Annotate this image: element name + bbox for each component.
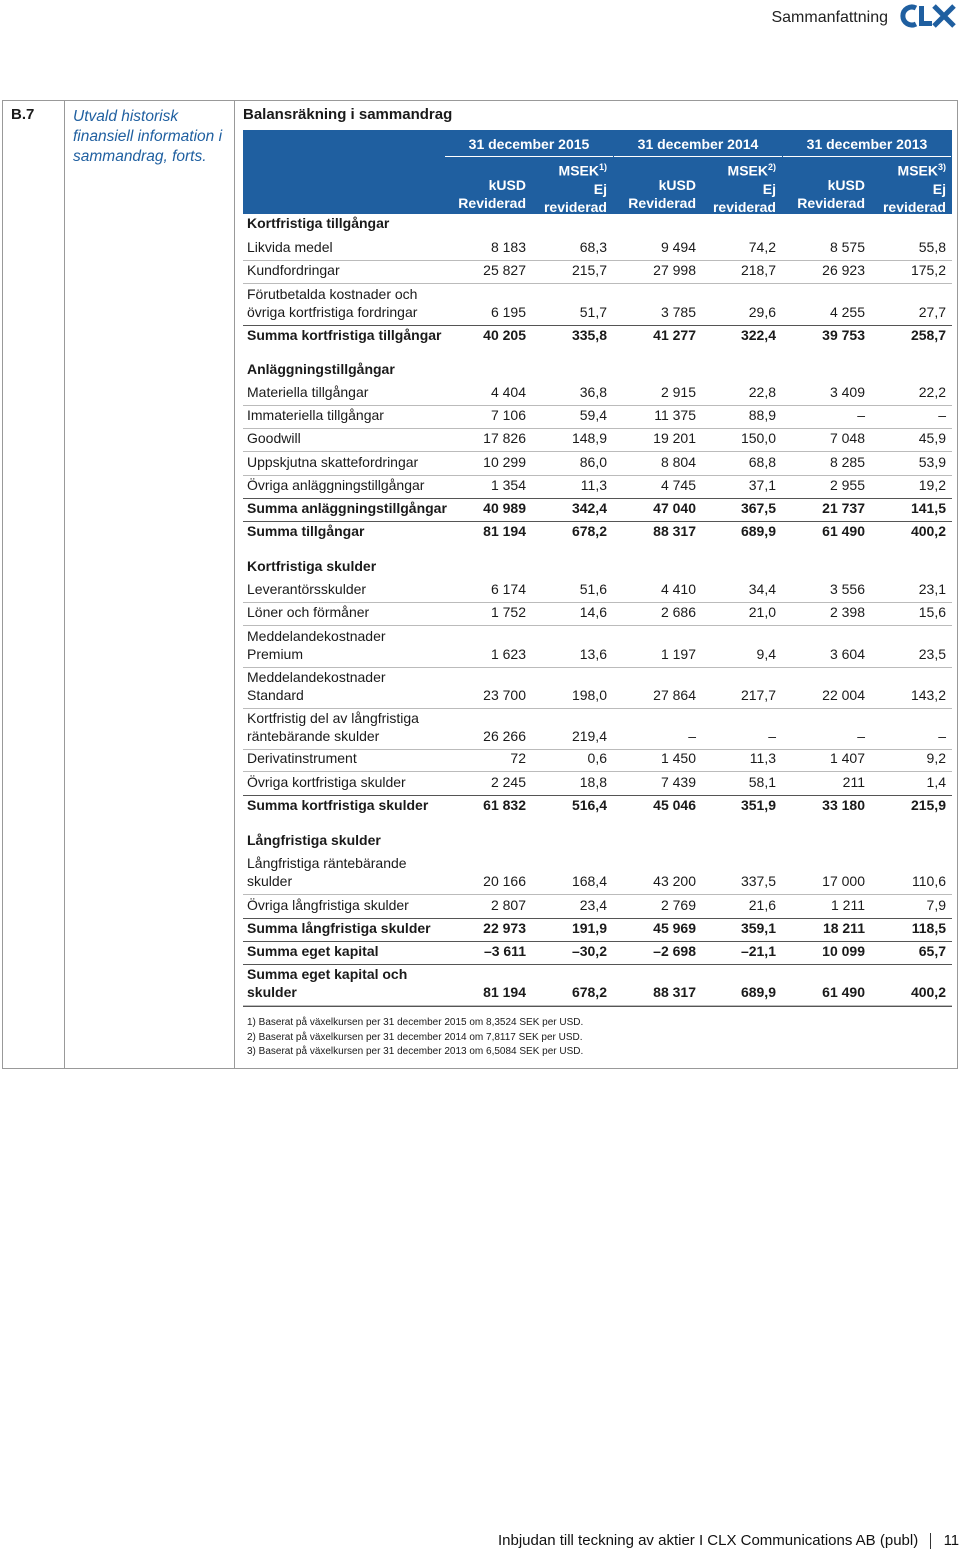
cell-value: 58,1 [748,774,776,790]
column-header: kUSD Reviderad [458,177,526,211]
cell-value: 23,1 [918,581,946,597]
cell-value: 322,4 [740,327,776,343]
cell-value: 40 989 [483,500,526,516]
cell-value: 68,3 [579,239,607,255]
cell-value: 81 194 [483,523,526,539]
row-rule [243,521,952,522]
cell-value: 81 194 [483,984,526,1000]
cell-value: 3 604 [829,646,865,662]
cell-value: 4 404 [490,384,526,400]
cell-value: 335,8 [571,327,607,343]
row-rule [243,964,952,965]
cell-value: 2 398 [829,604,865,620]
cell-value: 41 277 [653,327,696,343]
row-rule [243,894,952,895]
cell-value: 337,5 [740,873,776,889]
cell-value: 678,2 [571,984,607,1000]
cell-value: 11,3 [749,750,776,766]
cell-value: 8 285 [829,454,865,470]
cell-value: – [857,407,865,423]
cell-value: 11,3 [580,477,607,493]
row-label: Övriga långfristiga skulder [247,897,409,913]
cell-value: 2 686 [660,604,696,620]
row-label: Uppskjutna skattefordringar [247,454,419,470]
cell-value: 9,2 [926,750,946,766]
row-label: Goodwill [247,430,301,446]
cell-value: 34,4 [748,581,776,597]
cell-value: 6 174 [490,581,526,597]
row-label: Övriga kortfristiga skulder [247,774,406,790]
row-rule [243,918,952,919]
cell-value: 51,6 [579,581,607,597]
cell-value: 1 197 [660,646,696,662]
section-row [247,809,952,849]
column-divider [234,100,235,1069]
cell-value: 8 575 [829,239,865,255]
cell-value: 342,4 [571,500,607,516]
row-rule [243,602,952,603]
cell-value: 61 490 [822,984,865,1000]
cell-value: 45,9 [918,430,946,446]
cell-value: 150,0 [740,430,776,446]
cell-value: 516,4 [571,797,607,813]
row-label: Leverantörsskulder [247,581,367,597]
cell-value: 215,7 [571,262,607,278]
cell-value: 18 211 [822,920,865,936]
cell-value: 45 046 [653,797,696,813]
column-header: MSEK$^{1)}$ Ej reviderad [543,162,607,215]
row-label: Kortfristiga tillgångar [247,215,390,231]
cell-value: 43 200 [653,873,696,889]
row-label: Summa anläggningstillgångar [247,500,447,516]
cell-value: 39 753 [822,327,865,343]
column-header: kUSD Reviderad [797,177,865,211]
cell-value: –30,2 [571,943,607,959]
column-header: MSEK$^{3)}$ Ej reviderad [882,162,946,215]
cell-value: – [938,407,946,423]
section-header: Sammanfattning [771,9,888,26]
cell-value: 148,9 [571,430,607,446]
cell-value: –2 698 [653,943,696,959]
cell-value: 25 827 [483,262,526,278]
cell-value: 20 166 [483,873,526,889]
row-label: Likvida medel [247,239,333,255]
cell-value: – [688,728,696,744]
cell-value: 21,6 [748,897,776,913]
row-rule [243,667,952,668]
cell-value: 1,4 [926,774,946,790]
row-rule [243,795,952,796]
cell-value: 23,4 [579,897,607,913]
row-label: Övriga anläggningstillgångar [247,477,425,493]
section-heading: Utvald historisk finansiell information i sammandrag, forts. [73,108,223,165]
cell-value: 22 004 [822,687,865,703]
cell-value: 10 299 [483,454,526,470]
row-label: Meddelandekostnader Standard [247,669,386,703]
cell-value: 1 211 [831,897,865,913]
date-header: 31 december 2014 [637,136,759,152]
cell-value: 4 410 [660,581,696,597]
page-footer [498,1532,959,1549]
cell-value: 55,8 [918,239,946,255]
cell-value: 4 255 [829,304,865,320]
footer-text: Inbjudan till teckning av aktier I CLX Communications AB (publ) [498,1532,919,1549]
row-label: Summa tillgångar [247,523,365,539]
cell-value: 27,7 [918,304,946,320]
row-label: Kundfordringar [247,262,340,278]
cell-value: 2 955 [829,477,865,493]
cell-value: 7 106 [490,407,526,423]
cell-value: 678,2 [571,523,607,539]
row-rule [243,283,952,284]
cell-value: 33 180 [822,797,865,813]
cell-value: 15,6 [918,604,946,620]
column-header: MSEK$^{2)}$ Ej reviderad [712,162,776,215]
row-label: Långfristiga räntebärande skulder [247,855,407,889]
cell-value: 1 752 [490,604,526,620]
cell-value: 215,9 [910,797,946,813]
row-rule [243,260,952,261]
cell-value: 3 409 [829,384,865,400]
cell-value: 40 205 [483,327,526,343]
cell-value: 367,5 [740,500,776,516]
cell-value: 22,2 [918,384,946,400]
cell-value: 2 245 [490,774,526,790]
row-rule [243,405,952,406]
cell-value: 17 000 [822,873,865,889]
cell-value: 218,7 [740,262,776,278]
cell-value: 1 450 [660,750,696,766]
row-label: Derivatinstrument [247,750,357,766]
cell-value: 141,5 [910,500,946,516]
cell-value: 74,2 [748,239,776,255]
cell-value: 36,8 [579,384,607,400]
cell-value: 11 375 [654,407,696,423]
cell-value: 27 998 [653,262,696,278]
cell-value: – [857,728,865,744]
row-rule [243,498,952,499]
row-rule [243,1006,952,1007]
cell-value: – [768,728,776,744]
cell-value: 51,7 [579,304,607,320]
row-label: Förutbetalda kostnader och övriga kortfristiga fordringar [247,286,418,320]
cell-value: 88 317 [653,523,696,539]
row-rule [243,325,952,326]
cell-value: 26 266 [483,728,526,744]
date-header: 31 december 2013 [806,136,928,152]
cell-value: – [938,728,946,744]
header-rule [445,156,613,157]
cell-value: 351,9 [740,797,776,813]
row-label: Materiella tillgångar [247,384,369,400]
row-rule [243,941,952,942]
table-row [247,623,952,663]
cell-value: 59,4 [579,407,607,423]
row-rule [243,771,952,772]
total-row [247,961,952,1001]
cell-value: 88,9 [748,407,776,423]
row-label: Immateriella tillgångar [247,407,384,423]
cell-value: 689,9 [740,984,776,1000]
cell-value: 689,9 [740,523,776,539]
cell-value: 14,6 [579,604,607,620]
cell-value: 21 737 [822,500,865,516]
row-label: Långfristiga skulder [247,832,381,848]
footer-divider [930,1533,931,1549]
cell-value: 7 048 [829,430,865,446]
cell-value: 61 490 [822,523,865,539]
cell-value: 1 623 [490,646,526,662]
cell-value: 21,0 [748,604,776,620]
cell-value: 168,4 [571,873,607,889]
cell-value: 47 040 [653,500,696,516]
footnote: 3) Baserat på växelkursen per 31 december 2013 om 6,5084 SEK per USD. [247,1046,584,1057]
cell-value: 4 745 [660,477,696,493]
footnotes [247,1016,583,1060]
cell-value: 10 099 [822,943,865,959]
cell-value: –21,1 [740,943,776,959]
cell-value: 2 915 [660,384,696,400]
cell-value: 8 183 [490,239,526,255]
cell-value: 143,2 [910,687,946,703]
row-label: Summa eget kapital och skulder [247,966,408,1000]
row-label: Summa kortfristiga skulder [247,797,429,813]
cell-value: 29,6 [748,304,776,320]
cell-value: 72 [510,750,526,766]
section-code: B.7 [11,106,35,123]
cell-value: 45 969 [653,920,696,936]
row-label: Meddelandekostnader Premium [247,628,386,662]
cell-value: 198,0 [571,687,607,703]
cell-value: 258,7 [910,327,946,343]
row-label: Summa långfristiga skulder [247,920,431,936]
total-row [247,774,952,814]
row-label: Löner och förmåner [247,604,370,620]
cell-value: 175,2 [910,262,946,278]
cell-value: 9 494 [660,239,696,255]
cell-value: 0,6 [587,750,607,766]
cell-value: 400,2 [910,984,946,1000]
cell-value: 2 807 [490,897,526,913]
cell-value: 9,4 [756,646,776,662]
cell-value: 26 923 [822,262,865,278]
cell-value: 18,8 [579,774,607,790]
cell-value: 19,2 [918,477,946,493]
row-rule [243,749,952,750]
cell-value: 22,8 [748,384,776,400]
cell-value: 118,5 [911,920,946,936]
table-row [247,664,952,704]
cell-value: 110,6 [912,873,946,889]
column-divider [64,100,65,1069]
cell-value: –3 611 [483,943,526,959]
cell-value: 22 973 [483,920,526,936]
cell-value: 65,7 [918,943,946,959]
table-row [247,581,952,621]
cell-value: 23 700 [483,687,526,703]
cell-value: 8 804 [660,454,696,470]
cell-value: 7,9 [926,897,946,913]
header-rule [783,156,951,157]
cell-value: 359,1 [740,920,776,936]
header-rule [614,156,782,157]
row-label: Kortfristiga skulder [247,558,377,574]
cell-value: 6 195 [490,304,526,320]
total-row [247,920,952,960]
clx-logo [898,3,956,29]
cell-value: 219,4 [571,728,607,744]
cell-value: 1 407 [829,750,865,766]
table-row [247,239,952,279]
cell-value: 7 439 [660,774,696,790]
cell-value: 3 556 [829,581,865,597]
column-header: kUSD Reviderad [628,177,696,211]
row-rule [243,451,952,452]
cell-value: 19 201 [653,430,696,446]
cell-value: 13,6 [579,646,607,662]
row-rule [243,625,952,626]
cell-value: 400,2 [910,523,946,539]
cell-value: 61 832 [483,797,526,813]
row-label: Kortfristig del av långfristiga räntebärande skulder [247,710,419,744]
cell-value: 88 317 [653,984,696,1000]
row-rule [243,475,952,476]
cell-value: 2 769 [660,897,696,913]
cell-value: 37,1 [748,477,776,493]
date-header: 31 december 2015 [468,136,590,152]
total-row [247,500,952,540]
footnote: 2) Baserat på växelkursen per 31 december 2014 om 7,8117 SEK per USD. [247,1031,583,1043]
cell-value: 211 [842,774,865,790]
cell-value: 17 826 [483,430,526,446]
row-rule [243,708,952,709]
row-label: Summa eget kapital [247,943,379,959]
cell-value: 191,9 [571,920,607,936]
footnote: 1) Baserat på växelkursen per 31 december 2015 om 8,3524 SEK per USD. [247,1017,584,1028]
cell-value: 86,0 [579,454,607,470]
row-label: Summa kortfristiga tillgångar [247,327,442,343]
cell-value: 68,8 [748,454,776,470]
row-label: Anläggningstillgångar [247,361,395,377]
cell-value: 53,9 [918,454,946,470]
cell-value: 3 785 [660,304,696,320]
page-number: 11 [943,1532,960,1549]
cell-value: 1 354 [490,477,526,493]
cell-value: 217,7 [740,687,776,703]
cell-value: 27 864 [653,687,696,703]
table-title: Balansräkning i sammandrag [243,106,453,123]
cell-value: 23,5 [918,646,946,662]
row-rule [243,428,952,429]
